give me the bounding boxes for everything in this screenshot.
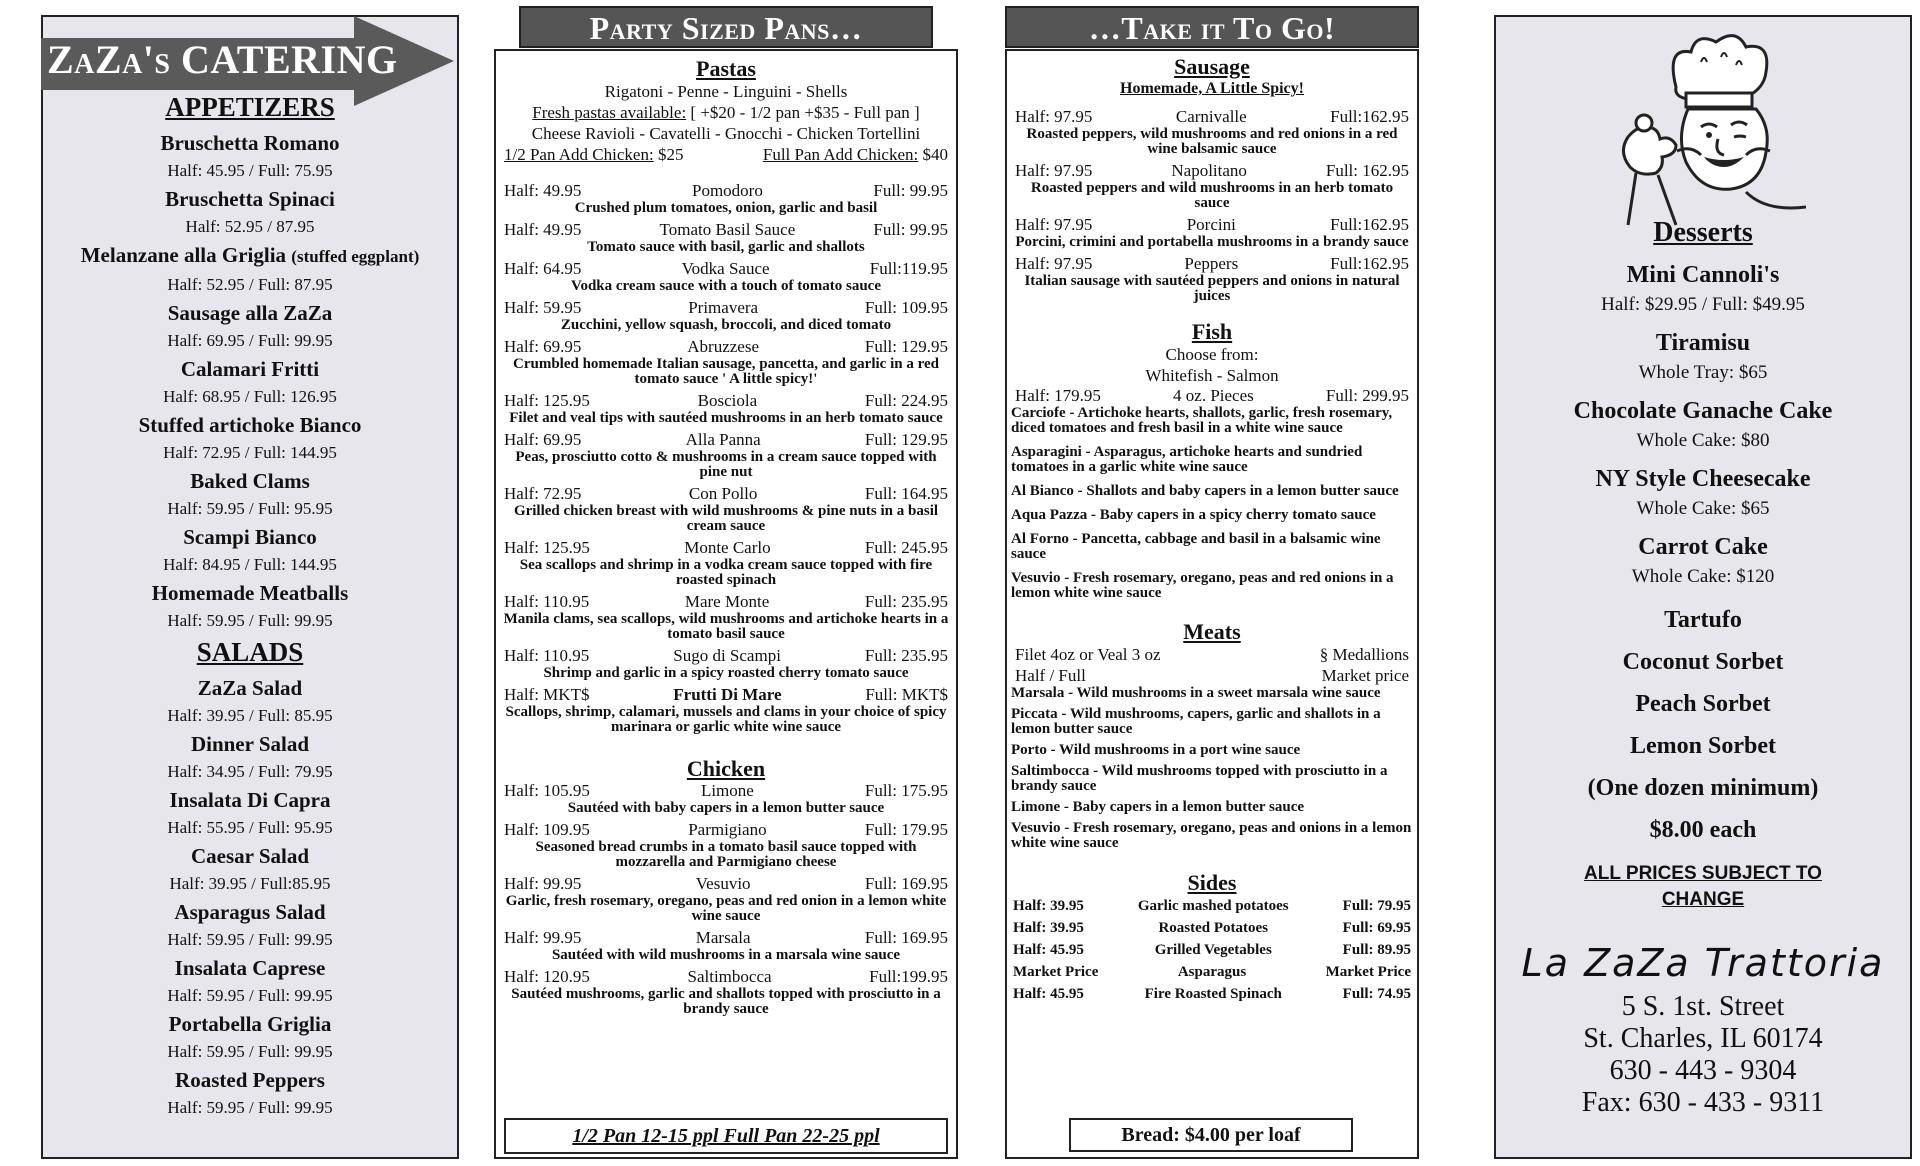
pasta-half-price: Half: 125.95 (504, 538, 590, 557)
appetizer-item (41, 129, 459, 157)
party-pans-panel (494, 49, 958, 1159)
dessert-name: Chocolate Ganache Cake (1573, 398, 1833, 424)
pasta-description: Peas, prosciutto cotto & mushrooms in a cream sauce topped with pine nut (515, 449, 937, 480)
salad-name: Caesar Salad (190, 844, 310, 868)
sausage-subheading: Homemade, A Little Spicy! (1120, 80, 1304, 97)
chicken-name: Limone (700, 781, 754, 800)
meats-medallions: § Medallions (1319, 645, 1409, 664)
appetizer-price: Half: 45.95 / Full: 75.95 (167, 161, 333, 180)
dessert-price: Whole Cake: $65 (1636, 498, 1770, 519)
pasta-description: Shrimp and garlic in a spicy roasted cherry tomato sauce (543, 665, 909, 681)
appetizer-name: Scampi Bianco (183, 525, 317, 549)
side-name: Roasted Potatoes (1158, 920, 1269, 936)
salad-name: ZaZa Salad (197, 676, 303, 700)
dessert-name: NY Style Cheesecake (1595, 466, 1811, 492)
bread-footer: Bread: $4.00 per loaf (1069, 1118, 1353, 1152)
pasta-description: Tomato sauce with basil, garlic and shallots (587, 239, 865, 255)
sausage-half-price: Half: 97.95 (1015, 254, 1093, 273)
pasta-name: Frutti Di Mare (673, 685, 782, 704)
sausage-description: Roasted peppers, wild mushrooms and red onions in a red wine balsamic sauce (1026, 126, 1398, 157)
pasta-description: Crushed plum tomatoes, onion, garlic and basil (574, 200, 878, 216)
sausage-description: Italian sausage with sautéed peppers and onions in natural juices (1024, 273, 1400, 304)
dessert-name: Carrot Cake (1638, 534, 1768, 560)
pasta-half-price: Half: 69.95 (504, 337, 582, 356)
catering-list (41, 90, 459, 1122)
chicken-full-price: Full:199.95 (869, 967, 948, 986)
meats-list (1007, 686, 1417, 851)
salad-price: Half: 39.95 / Full: 85.95 (167, 706, 333, 725)
fish-preparation: Carciofe - Artichoke hearts, shallots, garlic, fresh rosemary, diced tomatoes and fresh basil in a white wine sauce (1011, 405, 1393, 436)
pasta-name: Tomato Basil Sauce (659, 220, 796, 239)
pasta-half-price: Half: 59.95 (504, 298, 582, 317)
fish-choose: Choose from: (1165, 345, 1259, 364)
take-to-go-panel (1005, 49, 1419, 1159)
side-half-price: Half: 39.95 (1013, 920, 1084, 936)
meats-heading: Meats (1183, 619, 1241, 644)
appetizer-note: (stuffed eggplant) (291, 247, 420, 266)
add-chicken-line (496, 144, 956, 165)
chicken-list (496, 781, 956, 1017)
fish-heading: Fish (1191, 319, 1233, 344)
appetizer-item (41, 579, 459, 607)
desserts-panel (1494, 15, 1912, 1159)
chicken-half-price: Half: 105.95 (504, 781, 590, 800)
add-chicken-full-label: Full Pan Add Chicken: (762, 145, 919, 164)
pasta-name: Con Pollo (688, 484, 758, 503)
appetizer-name: Melanzane alla Griglia (80, 243, 287, 267)
salads-heading: SALADS (196, 637, 304, 667)
pasta-name: Monte Carlo (684, 538, 771, 557)
pasta-row (496, 298, 956, 318)
appetizers-list (41, 129, 459, 635)
sausage-full-price: Full:162.95 (1330, 254, 1409, 273)
pasta-full-price: Full: 164.95 (864, 484, 948, 503)
chicken-name: Vesuvio (695, 874, 751, 893)
appetizer-item (41, 355, 459, 383)
appetizers-heading: APPETIZERS (165, 92, 335, 122)
meats-sizes: Half / Full (1015, 666, 1086, 685)
chicken-row (496, 820, 956, 840)
fish-preparation: Aqua Pazza - Baby capers in a spicy cherry tomato sauce (1011, 507, 1376, 523)
address-line: St. Charles, IL 60174 (1583, 1023, 1823, 1054)
pasta-name: Mare Monte (684, 592, 770, 611)
add-chicken-half-label: 1/2 Pan Add Chicken: (504, 145, 654, 164)
chicken-description: Sautéed mushrooms, garlic and shallots topped with prosciutto in a brandy sauce (511, 986, 941, 1017)
sides-list (1007, 895, 1417, 1005)
sorbet-item: Coconut Sorbet (1622, 649, 1784, 675)
fish-portion: 4 oz. Pieces (1173, 386, 1254, 405)
chicken-name: Parmigiano (688, 820, 767, 839)
meats-line-2 (1007, 665, 1417, 686)
appetizer-price: Half: 72.95 / Full: 144.95 (163, 443, 337, 462)
appetizer-name: Bruschetta Spinaci (165, 187, 335, 211)
pasta-description: Crumbled homemade Italian sausage, pancetta, and garlic in a red tomato sauce ' A little spicy!' (513, 356, 939, 387)
sausage-name: Carnivalle (1175, 107, 1247, 126)
sides-heading: Sides (1187, 870, 1237, 895)
fish-preparation: Vesuvio - Fresh rosemary, oregano, peas and red onions in a lemon white wine sauce (1011, 570, 1394, 601)
fish-full-price: Full: 299.95 (1325, 386, 1409, 405)
chicken-description: Garlic, fresh rosemary, oregano, peas and red onion in a lemon white wine sauce (505, 893, 947, 924)
sausage-description: Porcini, crimini and portabella mushrooms in a brandy sauce (1015, 234, 1409, 250)
meat-preparation: Saltimbocca - Wild mushrooms topped with prosciutto in a brandy sauce (1011, 763, 1388, 794)
pasta-half-price: Half: 72.95 (504, 484, 582, 503)
pasta-row (496, 220, 956, 240)
side-full-price: Full: 69.95 (1342, 920, 1411, 936)
sausage-name: Napolitano (1171, 161, 1247, 180)
appetizer-item (41, 241, 459, 271)
fish-half-price: Half: 179.95 (1015, 386, 1101, 405)
chicken-row (496, 874, 956, 894)
pasta-full-price: Full:119.95 (869, 259, 948, 278)
side-full-price: Market Price (1325, 964, 1411, 980)
side-row (1007, 961, 1417, 983)
pasta-name: Vodka Sauce (681, 259, 770, 278)
pasta-full-price: Full: 129.95 (864, 430, 948, 449)
appetizer-item (41, 467, 459, 495)
appetizer-price: Half: 59.95 / Full: 95.95 (167, 499, 333, 518)
sausage-half-price: Half: 97.95 (1015, 107, 1093, 126)
pasta-full-price: Full: 235.95 (864, 646, 948, 665)
side-name: Grilled Vegetables (1154, 942, 1272, 958)
salad-name: Roasted Peppers (175, 1068, 325, 1092)
fish-types: Whitefish - Salmon (1145, 366, 1279, 385)
pasta-description: Grilled chicken breast with wild mushrooms & pine nuts in a basil cream sauce (513, 503, 939, 534)
sausage-half-price: Half: 97.95 (1015, 215, 1093, 234)
side-row (1007, 895, 1417, 917)
chicken-full-price: Full: 169.95 (864, 874, 948, 893)
fish-list (1007, 406, 1417, 601)
chef-illustration-icon (1606, 27, 1806, 227)
appetizer-price: Half: 69.95 / Full: 99.95 (167, 331, 333, 350)
chicken-half-price: Half: 109.95 (504, 820, 590, 839)
appetizer-item (41, 523, 459, 551)
appetizer-price: Half: 84.95 / Full: 144.95 (163, 555, 337, 574)
pasta-row (496, 646, 956, 666)
fresh-pasta-prices: [ +$20 - 1/2 pan +$35 - Full pan ] (686, 103, 920, 122)
dessert-price: Whole Cake: $80 (1636, 430, 1770, 451)
sorbet-item: $8.00 each (1649, 817, 1757, 843)
chicken-half-price: Half: 99.95 (504, 874, 582, 893)
appetizer-price: Half: 59.95 / Full: 99.95 (167, 611, 333, 630)
pastas-heading: Pastas (696, 56, 756, 81)
pasta-types: Rigatoni - Penne - Linguini - Shells (604, 82, 848, 101)
pasta-full-price: Full: MKT$ (865, 685, 948, 704)
pasta-full-price: Full: 224.95 (864, 391, 948, 410)
salads-list (41, 674, 459, 1122)
pasta-half-price: Half: 64.95 (504, 259, 582, 278)
dessert-price: Whole Tray: $65 (1638, 362, 1768, 383)
salad-price: Half: 39.95 / Full:85.95 (169, 874, 331, 893)
sorbets-list (1496, 599, 1910, 851)
sausage-full-price: Full:162.95 (1330, 215, 1409, 234)
appetizer-name: Bruschetta Romano (160, 131, 340, 155)
chicken-description: Sautéed with wild mushrooms in a marsala wine sauce (551, 947, 901, 963)
pasta-row (496, 538, 956, 558)
pasta-row (496, 181, 956, 201)
salad-name: Dinner Salad (190, 732, 310, 756)
pasta-row (496, 391, 956, 411)
sausage-row (1007, 215, 1417, 235)
meat-preparation: Limone - Baby capers in a lemon butter sauce (1011, 799, 1305, 815)
pasta-description: Sea scallops and shrimp in a vodka cream sauce topped with fire roasted spinach (519, 557, 933, 588)
pasta-full-price: Full: 109.95 (864, 298, 948, 317)
pasta-name: Abruzzese (687, 337, 760, 356)
pasta-half-price: Half: 110.95 (504, 592, 590, 611)
pasta-half-price: Half: 49.95 (504, 181, 582, 200)
appetizer-name: Stuffed artichoke Bianco (138, 413, 362, 437)
chicken-full-price: Full: 179.95 (864, 820, 948, 839)
salad-price: Half: 59.95 / Full: 99.95 (167, 1098, 333, 1117)
appetizer-price: Half: 52.95 / Full: 87.95 (167, 275, 333, 294)
salad-name: Insalata Di Capra (169, 788, 331, 812)
pasta-full-price: Full: 245.95 (864, 538, 948, 557)
side-half-price: Half: 39.95 (1013, 898, 1084, 914)
pastas-list (496, 181, 956, 735)
add-chicken-half-price: $25 (653, 145, 684, 164)
salad-name: Insalata Caprese (174, 956, 326, 980)
meats-line-1 (1007, 644, 1417, 665)
desserts-list (1496, 259, 1910, 591)
pasta-name: Bosciola (697, 391, 758, 410)
chicken-full-price: Full: 169.95 (864, 928, 948, 947)
sausage-list (1007, 107, 1417, 304)
fish-price-row (1007, 386, 1417, 406)
sausage-half-price: Half: 97.95 (1015, 161, 1093, 180)
meat-preparation: Piccata - Wild mushrooms, capers, garlic and shallots in a lemon butter sauce (1011, 706, 1381, 737)
sausage-heading: Sausage (1174, 54, 1250, 79)
address-line: Fax: 630 - 433 - 9311 (1581, 1087, 1825, 1118)
sausage-name: Peppers (1184, 254, 1239, 273)
meat-preparation: Porto - Wild mushrooms in a port wine sauce (1011, 742, 1301, 758)
sausage-full-price: Full: 162.95 (1325, 161, 1409, 180)
sausage-row (1007, 161, 1417, 181)
appetizer-price: Half: 68.95 / Full: 126.95 (163, 387, 337, 406)
side-name: Asparagus (1177, 964, 1247, 980)
side-row (1007, 983, 1417, 1005)
chicken-row (496, 967, 956, 987)
price-change-notice: ALL PRICES SUBJECT TO CHANGE (1584, 863, 1822, 910)
add-chicken-full-price: $40 (918, 145, 948, 164)
side-row (1007, 939, 1417, 961)
appetizer-item (41, 411, 459, 439)
side-name: Garlic mashed potatoes (1137, 898, 1289, 914)
take-to-go-header (1005, 6, 1419, 48)
pasta-row (496, 430, 956, 450)
chicken-half-price: Half: 120.95 (504, 967, 590, 986)
salad-name: Asparagus Salad (174, 900, 326, 924)
dessert-name: Tiramisu (1655, 330, 1751, 356)
meat-preparation: Vesuvio - Fresh rosemary, oregano, peas and onions in a lemon white wine sauce (1011, 820, 1412, 851)
pasta-name: Alla Panna (685, 430, 761, 449)
dessert-price: Whole Cake: $120 (1631, 566, 1775, 587)
pasta-full-price: Full: 99.95 (873, 220, 948, 239)
pasta-full-price: Full: 235.95 (864, 592, 948, 611)
pasta-row (496, 592, 956, 612)
meats-market-price: Market price (1321, 666, 1409, 685)
pasta-description: Vodka cream sauce with a touch of tomato sauce (571, 278, 881, 294)
side-half-price: Half: 45.95 (1013, 986, 1084, 1002)
appetizer-price: Half: 52.95 / 87.95 (185, 217, 315, 236)
sausage-name: Porcini (1186, 215, 1236, 234)
side-row (1007, 917, 1417, 939)
sausage-full-price: Full:162.95 (1330, 107, 1409, 126)
pasta-half-price: Half: MKT$ (504, 685, 590, 704)
pasta-row (496, 337, 956, 357)
address-line: 5 S. 1st. Street (1621, 991, 1785, 1022)
sorbet-item: (One dozen minimum) (1587, 775, 1819, 801)
catering-title: ZaZa's CATERING (47, 37, 398, 82)
chicken-heading: Chicken (686, 756, 766, 781)
pasta-name: Pomodoro (691, 181, 763, 200)
side-half-price: Half: 45.95 (1013, 942, 1084, 958)
pan-size-footer: 1/2 Pan 12-15 ppl Full Pan 22-25 ppl (504, 1118, 948, 1154)
restaurant-brand: La ZaZa Trattoria (1521, 941, 1885, 985)
pasta-full-price: Full: 129.95 (864, 337, 948, 356)
address-line: 630 - 443 - 9304 (1609, 1055, 1797, 1086)
chicken-half-price: Half: 99.95 (504, 928, 582, 947)
dessert-name: Mini Cannoli's (1626, 262, 1780, 288)
pasta-name: Sugo di Scampi (673, 646, 781, 665)
chicken-description: Seasoned bread crumbs in a tomato basil sauce topped with mozzarella and Parmigiano cheese (535, 839, 917, 870)
side-full-price: Full: 89.95 (1342, 942, 1411, 958)
pasta-name: Primavera (688, 298, 759, 317)
pasta-half-price: Half: 125.95 (504, 391, 590, 410)
fresh-pasta-label: Fresh pastas available: (532, 103, 687, 122)
appetizer-name: Baked Clams (190, 469, 310, 493)
appetizer-name: Sausage alla ZaZa (167, 301, 333, 325)
desserts-heading: Desserts (1653, 217, 1753, 248)
side-name: Fire Roasted Spinach (1144, 986, 1282, 1002)
pasta-half-price: Half: 110.95 (504, 646, 590, 665)
pasta-half-price: Half: 69.95 (504, 430, 582, 449)
appetizer-item (41, 299, 459, 327)
sausage-description: Roasted peppers and wild mushrooms in an herb tomato sauce (1030, 180, 1394, 211)
party-pans-title: Party Sized Pans… (589, 10, 863, 46)
salad-name: Portabella Griglia (168, 1012, 332, 1036)
dessert-price: Half: $29.95 / Full: $49.95 (1601, 294, 1805, 315)
salad-price: Half: 59.95 / Full: 99.95 (167, 1042, 333, 1061)
pasta-half-price: Half: 49.95 (504, 220, 582, 239)
sausage-row (1007, 107, 1417, 127)
salad-price: Half: 59.95 / Full: 99.95 (167, 930, 333, 949)
fresh-pasta-line (496, 102, 956, 123)
pasta-full-price: Full: 99.95 (873, 181, 948, 200)
chicken-name: Marsala (695, 928, 751, 947)
pasta-description: Scallops, shrimp, calamari, mussels and clams in your choice of spicy marinara or garlic white wine sauce (505, 704, 947, 735)
chicken-description: Sautéed with baby capers in a lemon butter sauce (567, 800, 885, 816)
meat-preparation: Marsala - Wild mushrooms in a sweet marsala wine sauce (1011, 685, 1381, 701)
meats-cuts: Filet 4oz or Veal 3 oz (1015, 645, 1161, 664)
appetizer-name: Homemade Meatballs (151, 581, 349, 605)
cheese-pasta-line: Cheese Ravioli - Cavatelli - Gnocchi - Chicken Tortellini (531, 124, 921, 143)
sausage-row (1007, 254, 1417, 274)
pasta-row (496, 685, 956, 705)
pasta-description: Filet and veal tips with sautéed mushrooms in an herb tomato sauce (509, 410, 943, 426)
side-half-price: Market Price (1013, 964, 1099, 980)
salad-price: Half: 55.95 / Full: 95.95 (167, 818, 333, 837)
party-pans-header (519, 6, 933, 48)
sorbet-item: Tartufo (1664, 607, 1742, 633)
salad-price: Half: 34.95 / Full: 79.95 (167, 762, 333, 781)
side-full-price: Full: 74.95 (1342, 986, 1411, 1002)
pasta-description: Manila clams, sea scallops, wild mushrooms and artichoke hearts in a tomato basil sauce (503, 611, 949, 642)
side-full-price: Full: 79.95 (1342, 898, 1411, 914)
pasta-description: Zucchini, yellow squash, broccoli, and diced tomato (560, 317, 892, 333)
pasta-row (496, 484, 956, 504)
salad-price: Half: 59.95 / Full: 99.95 (167, 986, 333, 1005)
chicken-row (496, 928, 956, 948)
pasta-row (496, 259, 956, 279)
chicken-row (496, 781, 956, 801)
sorbet-item: Peach Sorbet (1635, 691, 1771, 717)
sorbet-item: Lemon Sorbet (1630, 733, 1776, 759)
chicken-full-price: Full: 175.95 (864, 781, 948, 800)
appetizer-item (41, 185, 459, 213)
fish-preparation: Asparagini - Asparagus, artichoke hearts and sundried tomatoes in a garlic white wine sauce (1011, 444, 1363, 475)
fish-preparation: Al Bianco - Shallots and baby capers in a lemon butter sauce (1011, 483, 1399, 499)
chicken-name: Saltimbocca (687, 967, 772, 986)
restaurant-address (1496, 991, 1910, 1119)
appetizer-name: Calamari Fritti (180, 357, 320, 381)
fish-preparation: Al Forno - Pancetta, cabbage and basil in a balsamic wine sauce (1011, 531, 1381, 562)
take-to-go-title: …Take it To Go! (1088, 10, 1336, 46)
